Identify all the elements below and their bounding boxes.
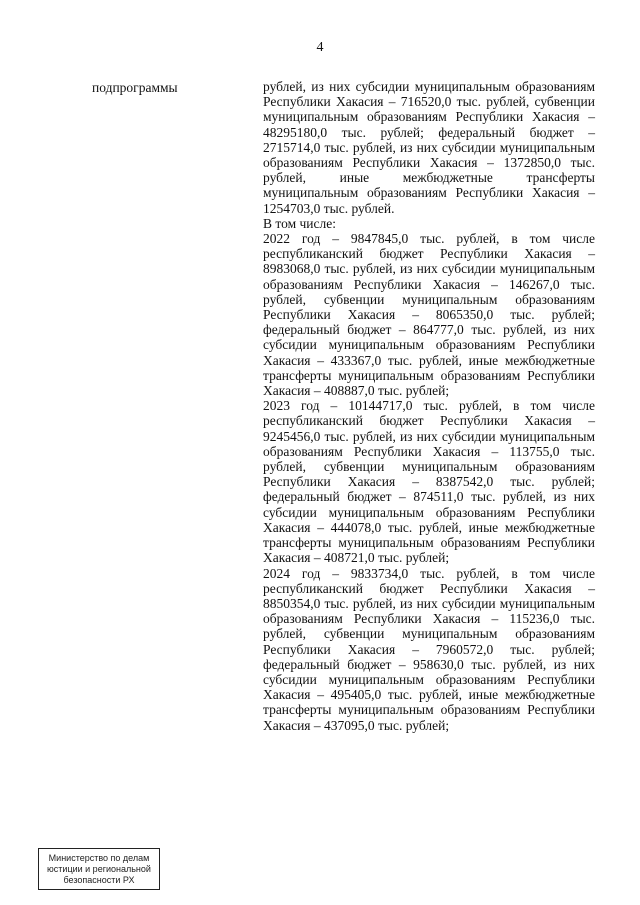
funding-paragraph-total: рублей, из них субсидии муниципальным образованиям Республики Хакасия – 716520,0 тыс. рублей, субвенции муниципальным образованиям Республики Хакасия – 48295180,0 тыс. рублей; федеральный бюджет – 2715714,0 тыс. рублей, из них субсидии муниципальным образованиям Республики Хакасия – 1372850,0 тыс. рублей, иные межбюджетные трансферты муниципальным образованиям Республики Хакасия – 1254703,0 тыс. рублей. xyxy=(263,79,595,216)
stamp-line-1: Министерство по делам xyxy=(48,853,150,863)
funding-paragraph-2024: 2024 год – 9833734,0 тыс. рублей, в том числе республиканский бюджет Республики Хакасия – 8850354,0 тыс. рублей, из них субсидии муниципальным образованиям Республики Хакасия – 115236,0 тыс. рублей, субвенции муниципальным образованиям Республики Хакасия – 7960572,0 тыс. рублей; федеральный бюджет – 958630,0 тыс. рублей, из них субсидии муниципальным образованиям Республики Хакасия – 495405,0 тыс. рублей, иные межбюджетные трансферты муниципальным образованиям Республики Хакасия – 437095,0 тыс. рублей; xyxy=(263,565,595,733)
registration-stamp xyxy=(38,848,160,890)
stamp-line-3: безопасности РХ xyxy=(63,875,135,885)
funding-paragraph-intro: В том числе: xyxy=(263,215,336,231)
funding-paragraph-2023: 2023 год – 10144717,0 тыс. рублей, в том числе республиканский бюджет Республики Хакасия – 9245456,0 тыс. рублей, из них субсидии муниципальным образованиям Республики Хакасия – 113755,0 тыс. рублей, субвенции муниципальным образованиям Республики Хакасия – 8387542,0 тыс. рублей; федеральный бюджет – 874511,0 тыс. рублей, из них субсидии муниципальным образованиям Республики Хакасия – 444078,0 тыс. рублей, иные межбюджетные трансферты муниципальным образованиям Республики Хакасия – 408721,0 тыс. рублей; xyxy=(263,398,595,566)
stamp-line-2: юстиции и региональной xyxy=(47,864,151,874)
row-label: подпрограммы xyxy=(92,80,178,95)
funding-paragraph-2022: 2022 год – 9847845,0 тыс. рублей, в том числе республиканский бюджет Республики Хакасия – 8983068,0 тыс. рублей, из них субсидии муниципальным образованиям Республики Хакасия – 146267,0 тыс. рублей, субвенции муниципальным образованиям Республики Хакасия – 8065350,0 тыс. рублей; федеральный бюджет – 864777,0 тыс. рублей, из них субсидии муниципальным образованиям Республики Хакасия – 433367,0 тыс. рублей, иные межбюджетные трансферты муниципальным образованиям Республики Хакасия – 408887,0 тыс. рублей; xyxy=(263,231,595,399)
page-number: 4 xyxy=(316,40,324,55)
funding-text-block xyxy=(263,79,595,733)
